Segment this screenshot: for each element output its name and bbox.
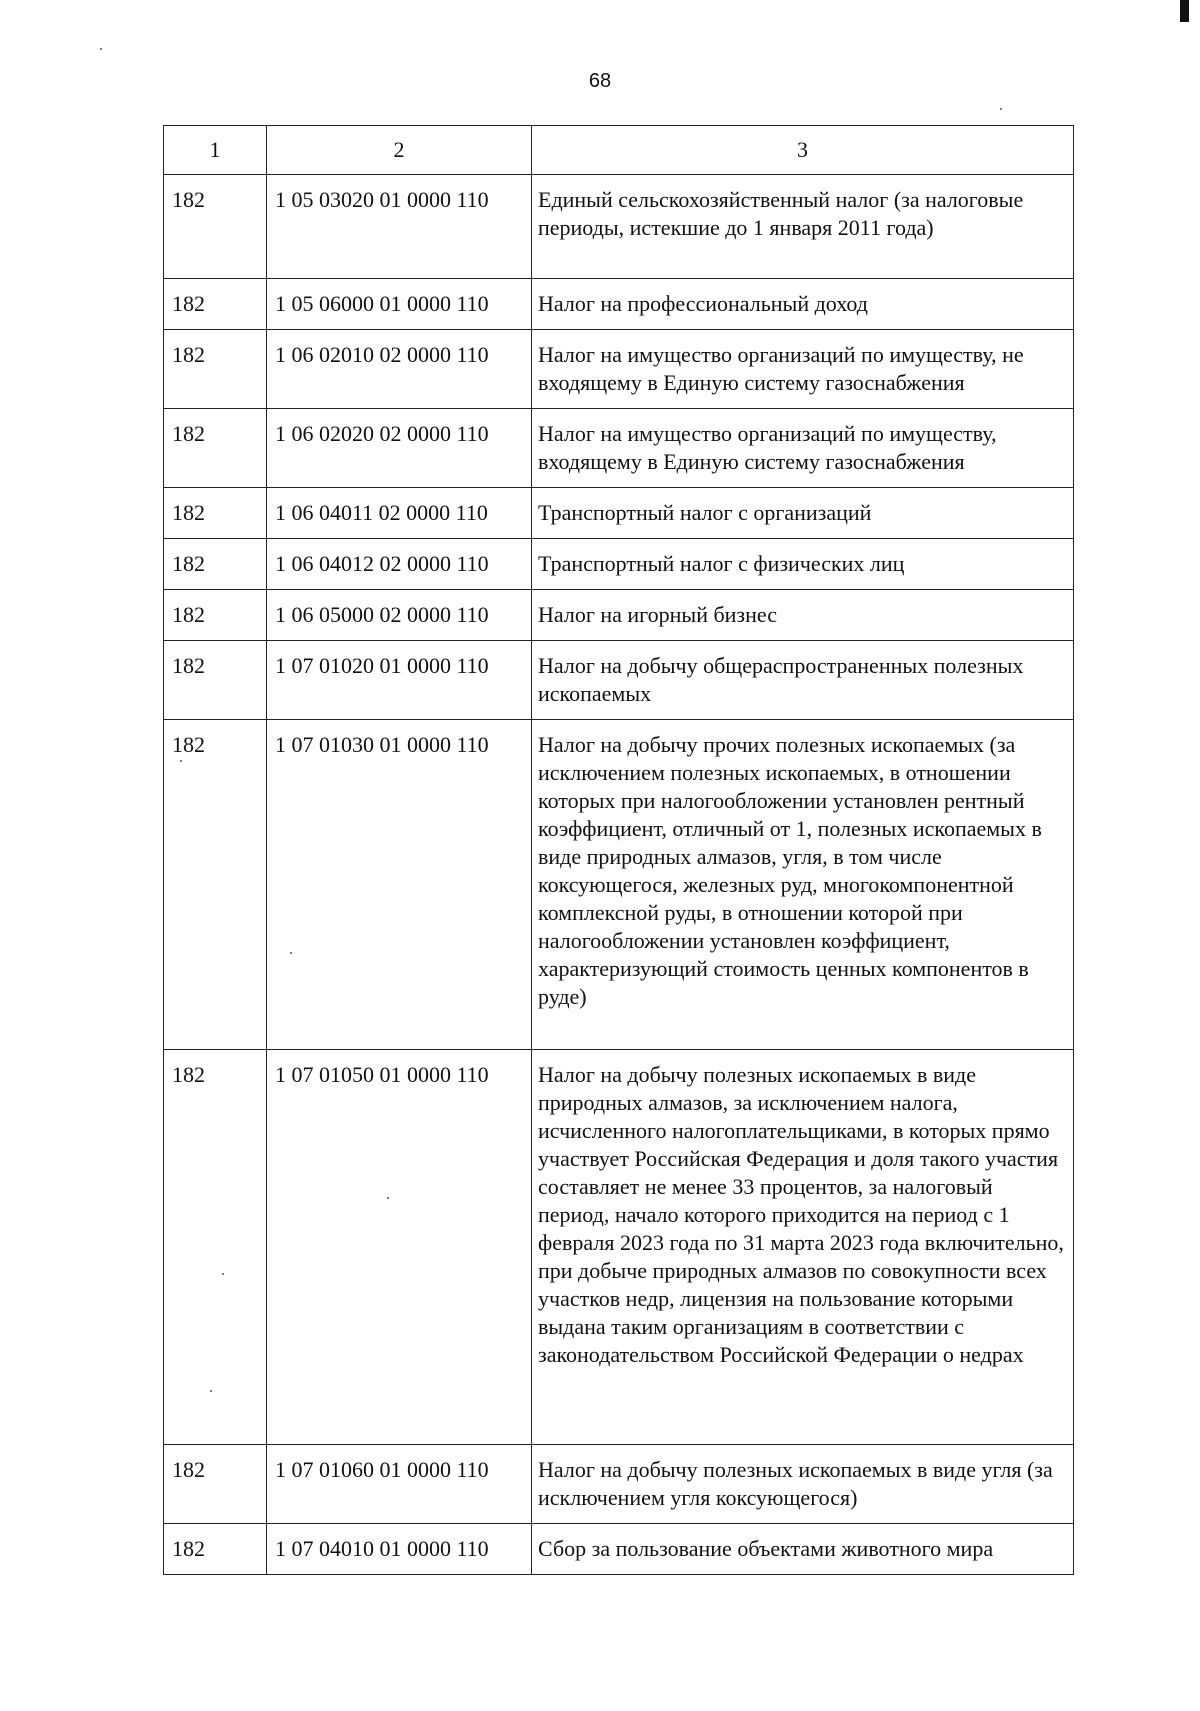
column-header: 2: [267, 126, 532, 175]
kbk-code-cell: 1 07 04010 01 0000 110: [275, 1536, 489, 1561]
table-row: [164, 641, 1074, 720]
kbk-code-cell: 1 06 05000 02 0000 110: [275, 602, 489, 627]
admin-code-cell: 182: [172, 602, 205, 627]
income-name-cell: Налог на добычу прочих полезных ископаемых (за исключением полезных ископаемых, в отношении которых при налогообложении установлен рентный коэффициент, отличный от 1, полезных ископаемых в виде природных алмазов, угля, в том числе коксующегося, железных руд, многокомпонентной комплексной руды, в отношении которой при налогообложении установлен коэффициент, характеризующий стоимость ценных компонентов в руде): [538, 732, 1042, 1009]
admin-code-cell: 182: [172, 653, 205, 678]
admin-code-cell: 182: [172, 187, 205, 212]
income-name-cell: Налог на имущество организаций по имуществу, не входящему в Единую систему газоснабжения: [538, 342, 1024, 395]
admin-code-cell: 182: [172, 421, 205, 446]
table-row: [164, 330, 1074, 409]
kbk-code-cell: 1 07 01060 01 0000 110: [275, 1457, 489, 1482]
admin-code-cell: 182: [172, 291, 205, 316]
table-row: [164, 1050, 1074, 1445]
column-header: 3: [532, 126, 1074, 175]
income-name-cell: Налог на имущество организаций по имуществу, входящему в Единую систему газоснабжения: [538, 421, 997, 474]
income-name-cell: Сбор за пользование объектами животного мира: [538, 1536, 994, 1561]
column-header: 1: [164, 126, 267, 175]
kbk-code-cell: 1 07 01020 01 0000 110: [275, 653, 489, 678]
kbk-code-cell: 1 06 04011 02 0000 110: [275, 500, 488, 525]
income-name-cell: Налог на добычу полезных ископаемых в виде угля (за исключением угля коксующегося): [538, 1457, 1053, 1510]
scan-speck: [100, 48, 102, 50]
income-name-cell: Транспортный налог с организаций: [538, 500, 872, 525]
income-name-cell: Единый сельскохозяйственный налог (за налоговые периоды, истекшие до 1 января 2011 года): [538, 187, 1024, 240]
table-header-row: [164, 126, 1074, 175]
kbk-code-cell: 1 06 04012 02 0000 110: [275, 551, 489, 576]
admin-code-cell: 182: [172, 1536, 205, 1561]
kbk-code-cell: 1 05 06000 01 0000 110: [275, 291, 489, 316]
kbk-code-cell: 1 05 03020 01 0000 110: [275, 187, 489, 212]
income-name-cell: Налог на добычу полезных ископаемых в виде природных алмазов, за исключением налога, исчисленного налогоплательщиками, в которых прямо участвует Российская Федерация и доля такого участия составляет не менее 33 процентов, за налоговый период, начало которого приходится на период с 1 февраля 2023 года по 31 марта 2023 года включительно, при добыче природных алмазов по совокупности всех участков недр, лицензия на пользование которыми выдана таким организациям в соответствии с законодательством Российской Федерации о недрах: [538, 1062, 1064, 1367]
income-name-cell: Налог на профессиональный доход: [538, 291, 868, 316]
income-name-cell: Налог на игорный бизнес: [538, 602, 777, 627]
kbk-table: [163, 125, 1074, 1575]
admin-code-cell: 182: [172, 551, 205, 576]
page-number: 68: [588, 70, 612, 92]
admin-code-cell: 182: [172, 1062, 205, 1087]
income-name-cell: Транспортный налог с физических лиц: [538, 551, 905, 576]
admin-code-cell: 182: [172, 732, 205, 757]
table-row: [164, 175, 1074, 279]
kbk-code-cell: 1 06 02010 02 0000 110: [275, 342, 489, 367]
scan-speck: [1000, 108, 1002, 110]
scan-corner-mark: [1180, 0, 1189, 22]
table-row: [164, 1445, 1074, 1524]
table-row: [164, 1524, 1074, 1575]
income-name-cell: Налог на добычу общераспространенных полезных ископаемых: [538, 653, 1024, 706]
table-row: [164, 279, 1074, 330]
admin-code-cell: 182: [172, 342, 205, 367]
admin-code-cell: 182: [172, 500, 205, 525]
kbk-code-cell: 1 06 02020 02 0000 110: [275, 421, 489, 446]
admin-code-cell: 182: [172, 1457, 205, 1482]
kbk-code-cell: 1 07 01030 01 0000 110: [275, 732, 489, 757]
table-row: [164, 590, 1074, 641]
kbk-code-cell: 1 07 01050 01 0000 110: [275, 1062, 489, 1087]
table-row: [164, 409, 1074, 488]
table-row: [164, 488, 1074, 539]
table-row: [164, 539, 1074, 590]
table-row: [164, 720, 1074, 1050]
